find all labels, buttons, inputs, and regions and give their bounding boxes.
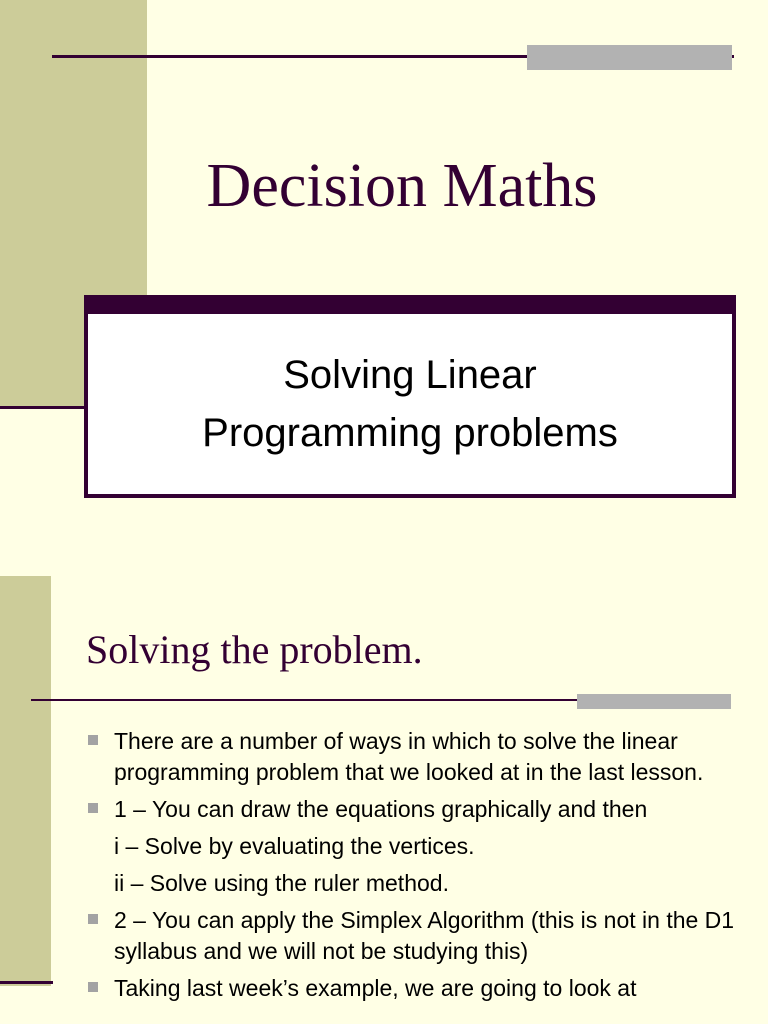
- sidebar-rule: [0, 406, 85, 409]
- heading-accent-bar: [577, 694, 731, 709]
- top-accent-bar: [527, 45, 732, 70]
- grey-square-bullet-icon: [88, 914, 98, 924]
- list-item: [88, 973, 748, 1004]
- list-item-text: 2 – You can apply the Simplex Algorithm (this is not in the D1 syllabus and we will not be studying this): [114, 907, 735, 964]
- list-item-text: Taking last week’s example, we are going to look at: [114, 975, 637, 1001]
- list-item-text: There are a number of ways in which to solve the linear programming problem that we looked at in the last lesson.: [114, 728, 704, 785]
- list-subitem: ii – Solve using the ruler method.: [114, 870, 449, 896]
- grey-square-bullet-icon: [88, 803, 98, 813]
- list-item: [88, 794, 748, 825]
- bullet-list: [88, 726, 748, 1010]
- list-item: [88, 726, 748, 788]
- subtitle-line-1: Solving Linear: [283, 353, 537, 397]
- slide-heading: Solving the problem.: [86, 627, 423, 672]
- subtitle-line-2: Programming problems: [202, 411, 618, 455]
- list-subitem: i – Solve by evaluating the vertices.: [114, 833, 475, 859]
- sidebar-decoration: [0, 576, 51, 986]
- grey-square-bullet-icon: [88, 735, 98, 745]
- grey-square-bullet-icon: [88, 982, 98, 992]
- slide-subtitle: [84, 346, 736, 462]
- slide-content: [0, 576, 768, 1024]
- sidebar-rule: [0, 981, 53, 984]
- list-item: [88, 905, 748, 967]
- list-item-text: 1 – You can draw the equations graphically and then: [114, 796, 648, 822]
- slide-title-text: Decision Maths: [206, 152, 598, 220]
